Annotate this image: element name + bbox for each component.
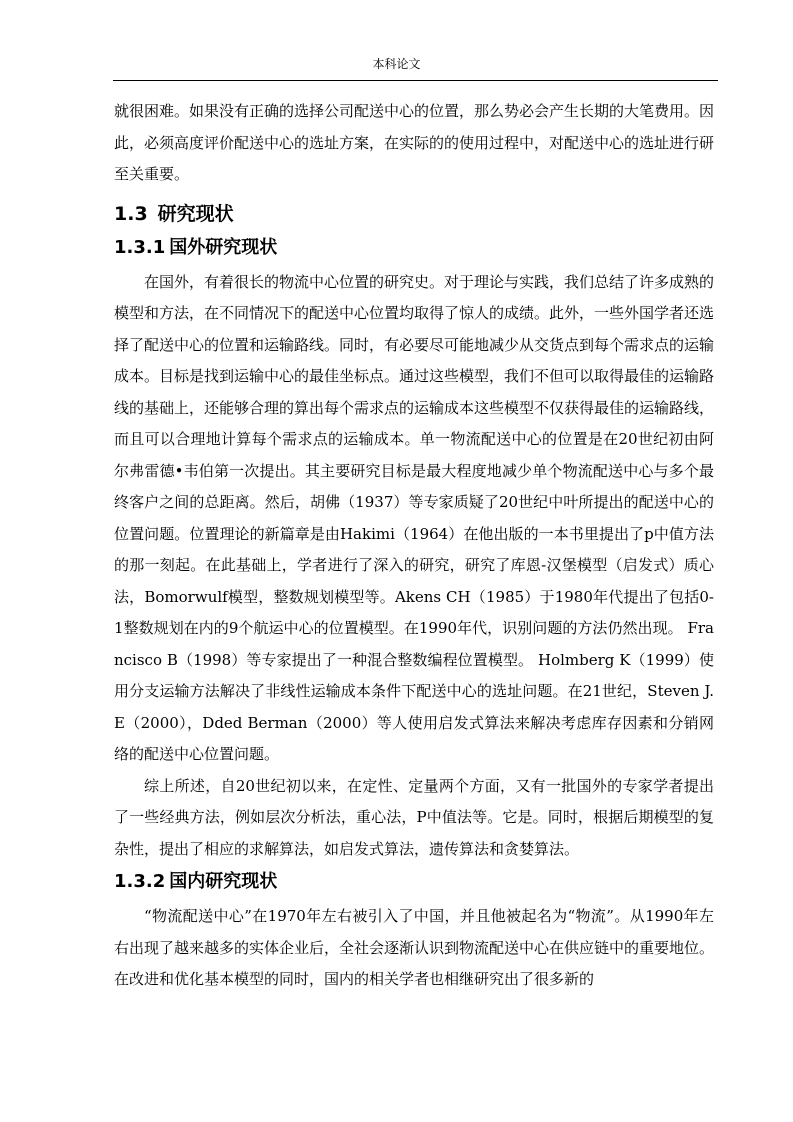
paragraph-foreign-research: 在国外，有着很长的物流中心位置的研究史。对于理论与实践，我们总结了许多成熟的模型和方法，在不同情况下的配送中心位置均取得了惊人的成绩。此外，一些外国学者还选择了配送中心的位置和运输路线。同时，有必要尽可能地减少从交货点到每个需求点的运输成本。目标是找到运输中心的最佳坐标点。通过这些模型，我们不但可以取得最佳的运输路线的基础上，还能够合理的算出每个需求点的运输成本这些模型不仅获得最佳的运输路线，而且可以合理地计算每个需求点的运输成本。单一物流配送中心的位置是在20世纪初由阿尔弗雷德•韦伯第一次提出。其主要研究目标是最大程度地减少单个物流配送中心与多个最终客户之间的总距离。然后，胡佛（1937）等专家质疑了20世纪中叶所提出的配送中心的位置问题。位置理论的新篇章是由Hakimi（1964）在他出版的一本书里提出了p中值方法的那一刻起。在此基础上，学者进行了深入的研究，研究了库恩-汉堡模型（启发式）质心法，Bomorwulf模型，整数规划模型等。Akens CH（1985）于1980年代提出了包括0-1整数规划在内的9个航运中心的位置模型。在1990年代，识别问题的方法仍然出现。 Francisco B（1998）等专家提出了一种混合整数编程位置模型。 Holmberg K（1999）使用分支运输方法解决了非线性运输成本条件下配送中心的选址问题。在21世纪，Steven J.E（2000），Dded Berman（2000）等人使用启发式算法来解决考虑库存因素和分销网络的配送中心位置问题。 bbox=[114, 272, 715, 763]
subsection-title: 国外研究现状 bbox=[169, 236, 278, 258]
intro-paragraph: 就很困难。如果没有正确的选择公司配送中心的位置，那么势必会产生长期的大笔费用。因此，必须高度评价配送中心的选址方案，在实际的的使用过程中，对配送中心的选址进行研至关重要。 bbox=[114, 102, 715, 183]
subsection-heading-1-3-1 bbox=[114, 233, 714, 263]
running-header: 本科论文 bbox=[372, 57, 421, 71]
section-title: 研究现状 bbox=[157, 202, 234, 225]
section-number: 1.3 bbox=[114, 202, 148, 225]
paragraph-foreign-summary: 综上所述，自20世纪初以来，在定性、定量两个方面，又有一批国外的专家学者提出了一些经典方法，例如层次分析法，重心法，P中值法等。它是。同时，根据后期模型的复杂性，提出了相应的求解算法，如启发式算法，遗传算法和贪婪算法。 bbox=[114, 776, 714, 858]
subsection-number: 1.3.2 bbox=[114, 871, 166, 892]
section-heading-1-3 bbox=[114, 199, 714, 229]
subsection-title: 国内研究现状 bbox=[169, 871, 278, 892]
subsection-number: 1.3.1 bbox=[114, 236, 166, 258]
header-rule bbox=[113, 80, 718, 81]
paragraph-domestic-research: “物流配送中心”在1970年左右被引入了中国，并且他被起名为“物流”。从1990年左右出现了越来越多的实体企业后，全社会逐渐认识到物流配送中心在供应链中的重要地位。在改进和优化基本模型的同时，国内的相关学者也相继研究出了很多新的 bbox=[114, 907, 715, 988]
page-body bbox=[114, 96, 714, 996]
subsection-heading-1-3-2 bbox=[114, 867, 714, 897]
